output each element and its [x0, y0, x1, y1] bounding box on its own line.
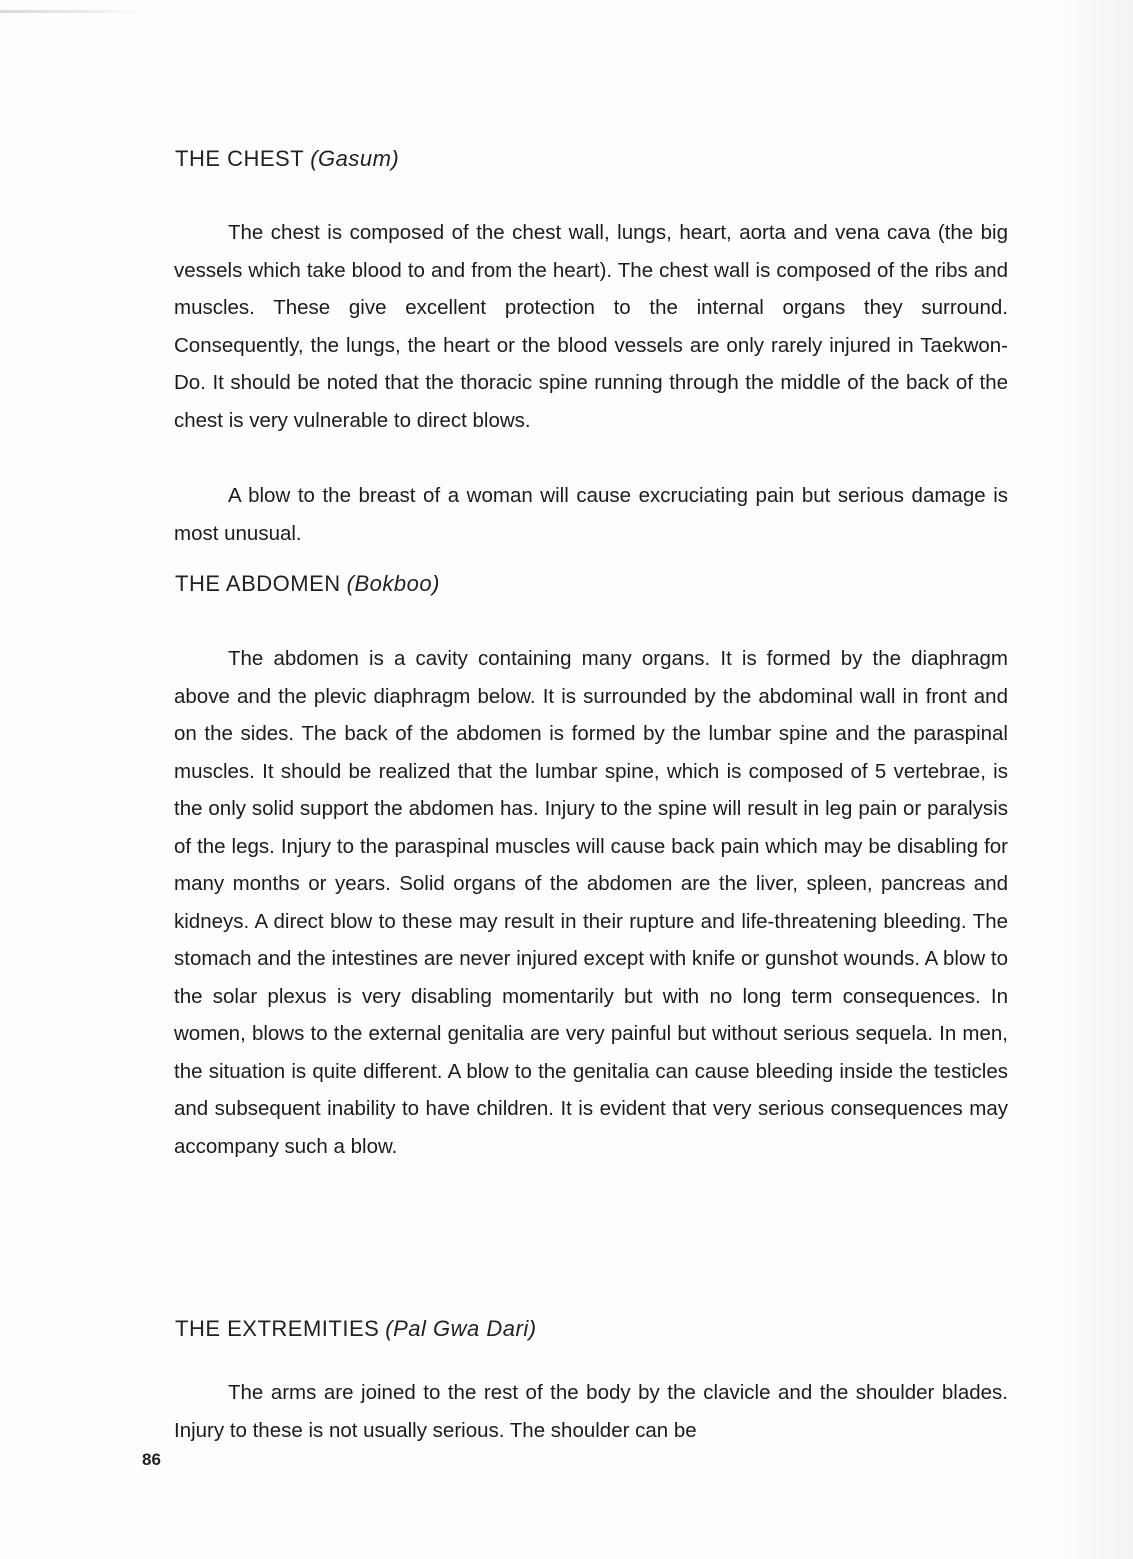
- abdomen-paragraph-1: The abdomen is a cavity containing many organs. It is formed by the diaphragm above and the plevic diaphragm below. It is surrounded by the abdominal wall in front and on the sides. The back of the abdomen is formed by the lumbar spine and the paraspinal muscles. It should be realized that the lumbar spine, which is composed of 5 vertebrae, is the only solid support the abdomen has. Injury to the spine will result in leg pain or paralysis of the legs. Injury to the paraspinal muscles will cause back pain which may be disabling for many months or years. Solid organs of the abdomen are the liver, spleen, pancreas and kidneys. A direct blow to these may result in their rupture and life-threatening bleeding. The stomach and the intestines are never injured except with knife or gunshot wounds. A blow to the solar plexus is very disabling momentarily but with no long term consequences. In women, blows to the external genitalia are very painful but without serious sequela. In men, the situation is quite different. A blow to the genitalia can cause bleeding inside the testicles and subsequent inability to have children. It is evident that very serious consequences may accompany such a blow.: [174, 647, 1008, 1158]
- section-heading-abdomen: [175, 571, 440, 597]
- heading-subtitle: (Bokboo): [346, 571, 440, 596]
- heading-title: THE CHEST: [175, 146, 305, 171]
- heading-subtitle: (Gasum): [310, 146, 400, 171]
- chest-paragraph-2: A blow to the breast of a woman will cause excruciating pain but serious damage is most unusual.: [174, 484, 1008, 545]
- extremities-paragraph-1: The arms are joined to the rest of the body by the clavicle and the shoulder blades. Injury to these is not usually serious. The shoulder can be: [174, 1381, 1008, 1442]
- section-heading-chest: [175, 146, 399, 172]
- heading-subtitle: (Pal Gwa Dari): [385, 1316, 537, 1341]
- page-gutter-shadow: [1063, 0, 1133, 1559]
- page-number: 86: [142, 1450, 161, 1469]
- chest-paragraph-1: The chest is composed of the chest wall, lungs, heart, aorta and vena cava (the big vessels which take blood to and from the heart). The chest wall is composed of the ribs and muscles. These give excellent protection to the internal organs they surround. Consequently, the lungs, the heart or the blood vessels are only rarely injured in Taekwon-Do. It should be noted that the thoracic spine running through the middle of the back of the chest is very vulnerable to direct blows.: [174, 221, 1008, 432]
- section-heading-extremities: [175, 1316, 537, 1342]
- heading-title: THE EXTREMITIES: [175, 1316, 380, 1341]
- scan-edge-mark: [0, 10, 140, 13]
- heading-title: THE ABDOMEN: [175, 571, 341, 596]
